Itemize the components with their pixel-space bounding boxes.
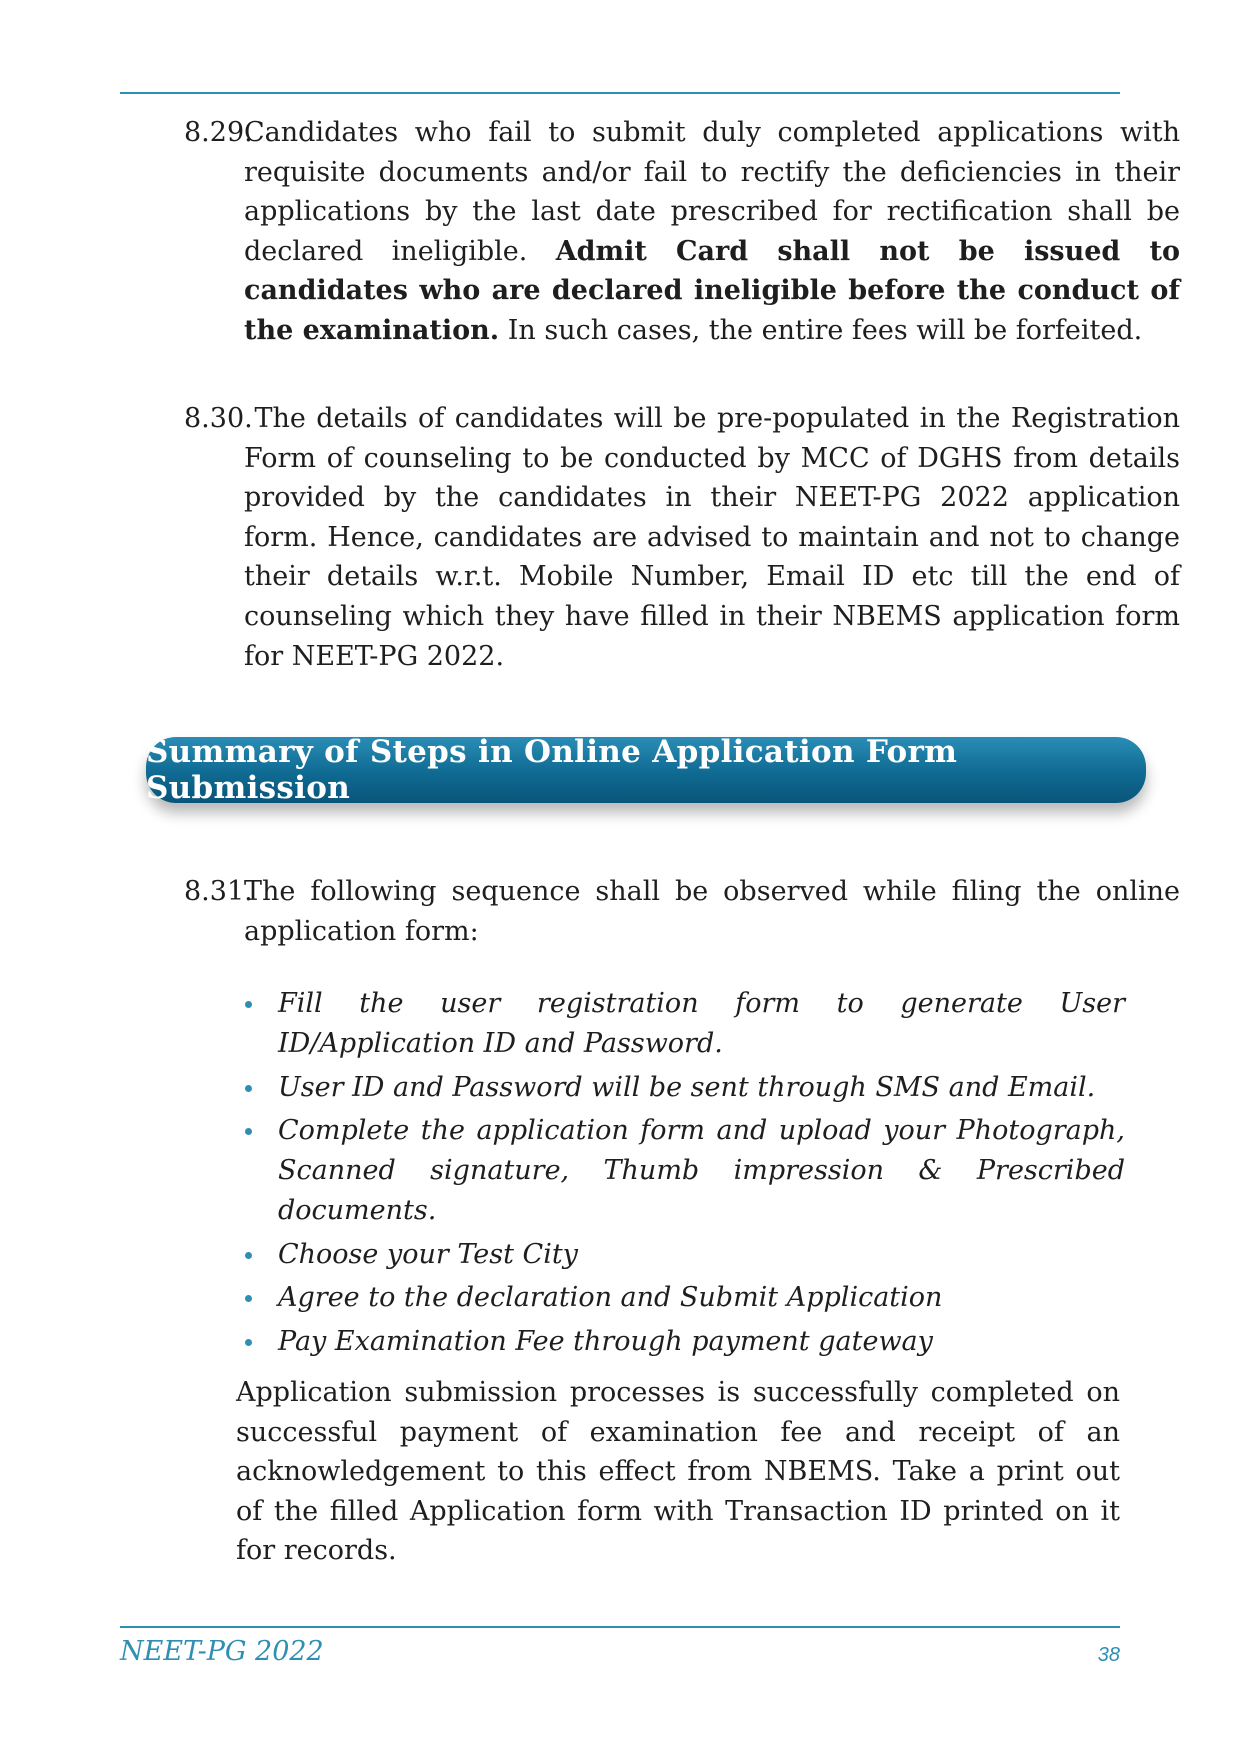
paragraph-text: The details of candidates will be pre-populated in the Registration Form of counseling to be conducted by MCC of DGHS from details provided by the candidates in their NEET-PG 2022 application form. Hence, candidates are advised to maintain and not to change their details w.r.t. Mobile Number, Email ID etc till the end of counseling which they have filled in their NBEMS application form for NEET-PG 2022. xyxy=(244,403,1180,672)
paragraph-number: 8.31. xyxy=(184,876,253,907)
footer-rule xyxy=(120,1626,1120,1628)
list-item-text: Choose your Test City xyxy=(278,1238,578,1270)
paragraph-text: The following sequence shall be observed while filing the online application form: xyxy=(244,876,1180,947)
header-rule xyxy=(120,92,1120,94)
bullet-icon xyxy=(245,1339,252,1346)
list-item xyxy=(245,1068,1125,1108)
list-item xyxy=(245,984,1125,1064)
bullet-icon xyxy=(245,1001,252,1008)
list-item xyxy=(245,1322,1125,1362)
bullet-icon xyxy=(245,1085,252,1092)
section-banner-title: Summary of Steps in Online Application Form Submission xyxy=(146,734,958,806)
paragraph-bold-text: Admit Card shall not be issued to candidates who are declared ineligible before the conduct of the examination. xyxy=(244,235,1180,346)
list-item-text: Complete the application form and upload your Photograph, Scanned signature, Thumb impression & Prescribed documents. xyxy=(278,1115,1125,1226)
bullet-icon xyxy=(245,1295,252,1302)
list-item xyxy=(245,1111,1125,1231)
paragraph-number: 8.29. xyxy=(184,117,253,148)
list-item-text: User ID and Password will be sent through SMS and Email. xyxy=(278,1071,1096,1103)
paragraph-number: 8.30. xyxy=(184,403,253,434)
paragraph-text: Candidates who fail to submit duly completed applications with requisite documents and/or fail to rectify the deficiencies in their applications by the last date prescribed for rectification shall be declared ineligible. xyxy=(244,117,1180,267)
page-number: 38 xyxy=(1097,1644,1120,1666)
paragraph-text-end: In such cases, the entire fees will be forfeited. xyxy=(499,314,1143,346)
paragraph-8-29 xyxy=(184,113,1180,351)
list-item-text: Agree to the declaration and Submit Application xyxy=(278,1282,943,1313)
bullet-icon xyxy=(245,1128,252,1135)
list-item-text: Fill the user registration form to generate User ID/Application ID and Password. xyxy=(278,988,1125,1059)
closing-paragraph: Application submission processes is successfully completed on successful payment of examination fee and receipt of an acknowledgement to this effect from NBEMS. Take a print out of the filled Application form with Transaction ID printed on it for records. xyxy=(236,1377,1120,1567)
list-item-text: Pay Examination Fee through payment gateway xyxy=(278,1325,933,1357)
list-item xyxy=(245,1235,1125,1275)
paragraph-8-31 xyxy=(184,872,1180,951)
footer-title: NEET-PG 2022 xyxy=(120,1636,324,1667)
section-banner xyxy=(146,734,1146,806)
bullet-icon xyxy=(245,1252,252,1259)
list-item xyxy=(245,1278,1125,1318)
steps-list xyxy=(245,984,1125,1365)
paragraph-8-30 xyxy=(184,399,1180,676)
